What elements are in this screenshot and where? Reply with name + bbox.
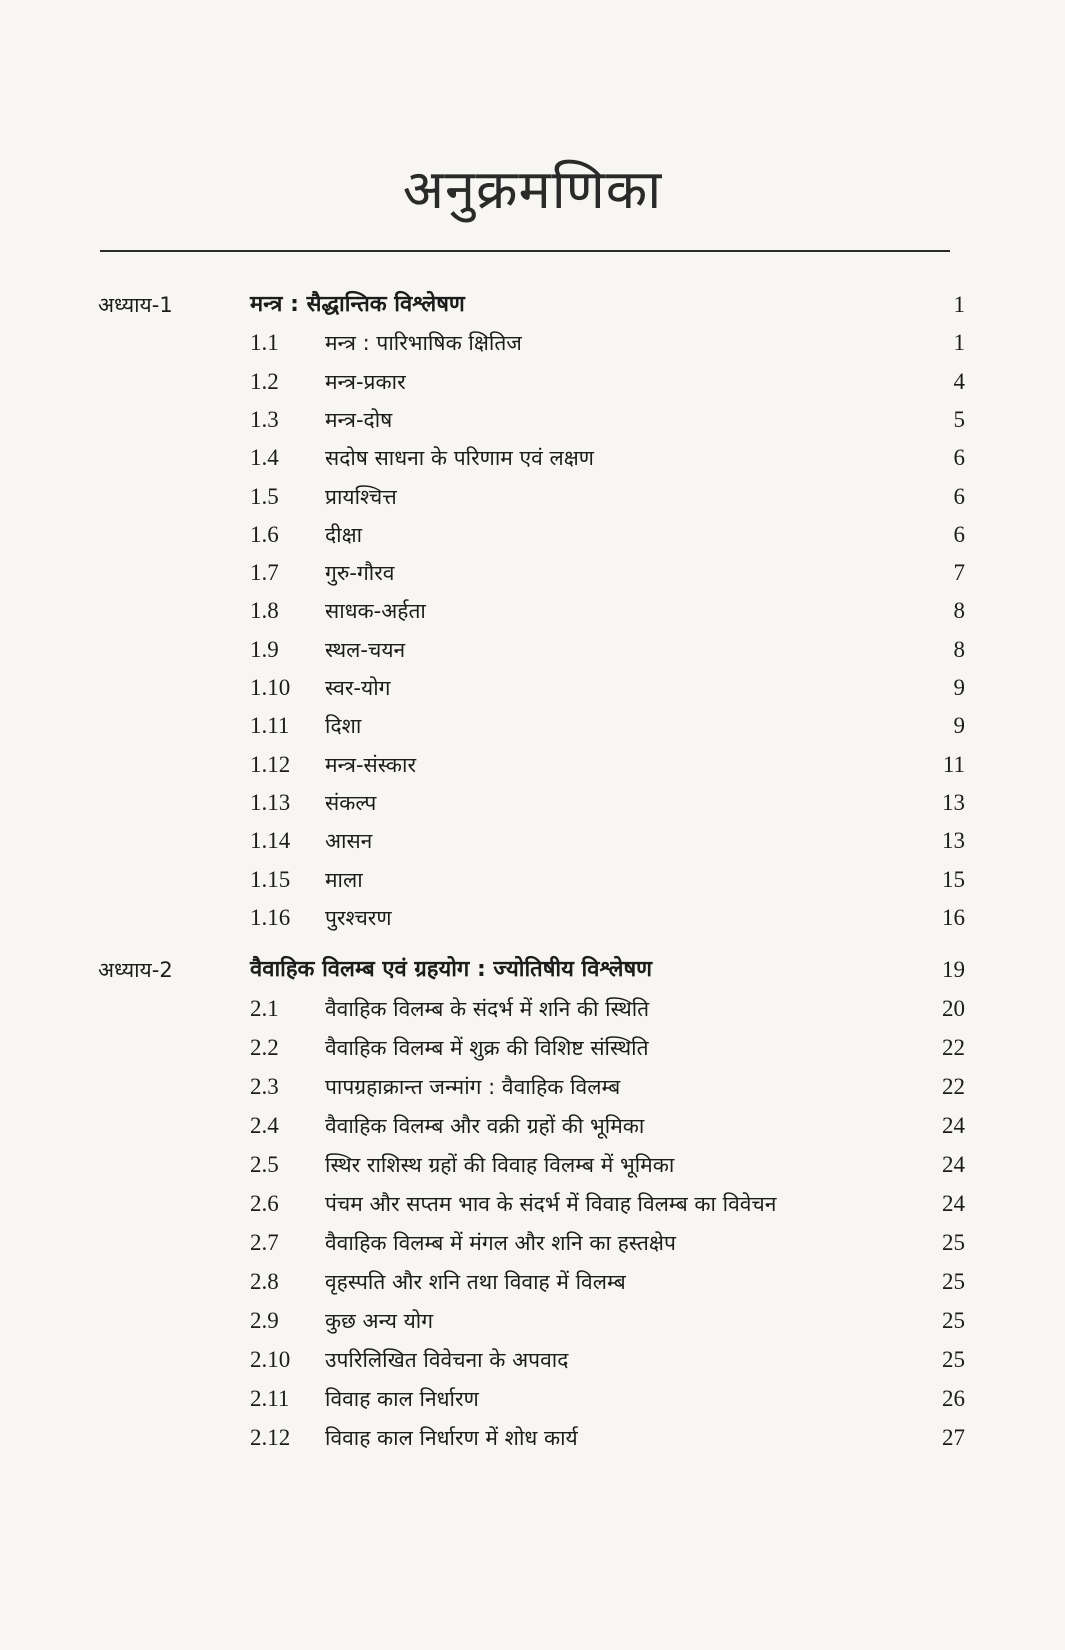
chapter-label: अध्याय-2 bbox=[98, 958, 173, 982]
toc-entry bbox=[0, 362, 1065, 402]
toc-entry bbox=[0, 1418, 1065, 1458]
chapter-heading-row bbox=[0, 950, 1065, 990]
section-page-number: 24 bbox=[942, 1191, 965, 1216]
section-page-number: 27 bbox=[942, 1425, 965, 1450]
section-title: पुरश्चरण bbox=[325, 905, 392, 930]
section-number: 2.11 bbox=[250, 1386, 290, 1411]
toc-entry bbox=[0, 400, 1065, 440]
section-number: 1.1 bbox=[250, 330, 279, 356]
section-number: 2.9 bbox=[250, 1308, 279, 1333]
section-title: माला bbox=[325, 867, 363, 892]
section-title: मन्त्र-प्रकार bbox=[325, 369, 406, 394]
section-title: स्थिर राशिस्थ ग्रहों की विवाह विलम्ब में भूमिका bbox=[325, 1153, 675, 1177]
section-number: 1.13 bbox=[250, 789, 291, 815]
section-page-number: 22 bbox=[942, 1074, 965, 1099]
section-page-number: 6 bbox=[953, 445, 965, 471]
section-title: वैवाहिक विलम्ब के संदर्भ में शनि की स्थिति bbox=[325, 997, 650, 1021]
section-number: 1.6 bbox=[250, 521, 279, 547]
section-page-number: 22 bbox=[942, 1035, 965, 1060]
section-page-number: 11 bbox=[942, 751, 965, 777]
section-title: विवाह काल निर्धारण bbox=[325, 1387, 479, 1411]
section-title: वैवाहिक विलम्ब और वक्री ग्रहों की भूमिका bbox=[325, 1114, 645, 1138]
section-number: 2.2 bbox=[250, 1035, 279, 1060]
toc-entry bbox=[0, 630, 1065, 670]
toc-entry bbox=[0, 1106, 1065, 1146]
section-title: साधक-अर्हता bbox=[325, 599, 426, 624]
section-number: 1.5 bbox=[250, 483, 279, 509]
section-page-number: 25 bbox=[942, 1230, 965, 1255]
section-title: पापग्रहाक्रान्त जन्मांग : वैवाहिक विलम्ब bbox=[325, 1075, 621, 1099]
section-title: वैवाहिक विलम्ब में शुक्र की विशिष्ट संस्थिति bbox=[325, 1036, 649, 1060]
toc-entry bbox=[0, 706, 1065, 746]
section-page-number: 7 bbox=[953, 560, 965, 586]
toc-entry bbox=[0, 1301, 1065, 1341]
toc-entry bbox=[0, 553, 1065, 593]
toc-entry bbox=[0, 821, 1065, 861]
section-page-number: 8 bbox=[953, 598, 965, 624]
section-number: 2.10 bbox=[250, 1347, 291, 1372]
chapter-title: वैवाहिक विलम्ब एवं ग्रहयोग : ज्योतिषीय विश्लेषण bbox=[250, 957, 653, 982]
page-title: अनुक्रमणिका bbox=[402, 158, 663, 221]
section-number: 2.7 bbox=[250, 1230, 279, 1255]
chapter-page-number: 19 bbox=[942, 957, 965, 982]
toc-entry bbox=[0, 898, 1065, 938]
section-title: सदोष साधना के परिणाम एवं लक्षण bbox=[325, 446, 594, 471]
toc-entry bbox=[0, 1184, 1065, 1224]
section-number: 2.8 bbox=[250, 1269, 279, 1294]
section-page-number: 24 bbox=[942, 1152, 965, 1177]
section-title: आसन bbox=[325, 829, 373, 854]
section-title: स्वर-योग bbox=[325, 676, 391, 700]
section-title: दिशा bbox=[325, 714, 362, 739]
section-page-number: 13 bbox=[942, 828, 965, 854]
section-number: 2.3 bbox=[250, 1074, 279, 1099]
section-page-number: 25 bbox=[942, 1308, 965, 1333]
title-divider bbox=[100, 250, 950, 252]
section-page-number: 24 bbox=[942, 1113, 965, 1138]
section-number: 1.2 bbox=[250, 368, 279, 394]
section-number: 2.1 bbox=[250, 996, 279, 1021]
section-title: वृहस्पति और शनि तथा विवाह में विलम्ब bbox=[325, 1270, 626, 1294]
section-title: पंचम और सप्तम भाव के संदर्भ में विवाह विलम्ब का विवेचन bbox=[325, 1192, 777, 1216]
toc-entry bbox=[0, 1028, 1065, 1068]
section-number: 2.4 bbox=[250, 1113, 279, 1138]
toc-entry bbox=[0, 1379, 1065, 1419]
toc-entry bbox=[0, 1340, 1065, 1380]
section-title: मन्त्र : पारिभाषिक क्षितिज bbox=[325, 331, 522, 356]
toc-entry bbox=[0, 783, 1065, 823]
section-page-number: 16 bbox=[942, 904, 965, 930]
section-number: 1.16 bbox=[250, 904, 291, 930]
toc-entry bbox=[0, 1067, 1065, 1107]
section-page-number: 20 bbox=[942, 996, 965, 1021]
section-page-number: 13 bbox=[942, 789, 965, 815]
section-title: गुरु-गौरव bbox=[325, 561, 395, 586]
chapter-label: अध्याय-1 bbox=[98, 293, 173, 317]
section-page-number: 9 bbox=[953, 675, 965, 700]
section-page-number: 6 bbox=[953, 521, 965, 547]
toc-entry bbox=[0, 860, 1065, 900]
toc-entry bbox=[0, 668, 1065, 708]
section-number: 1.7 bbox=[250, 560, 279, 586]
section-page-number: 6 bbox=[953, 483, 965, 509]
chapter-title: मन्त्र : सैद्धान्तिक विश्लेषण bbox=[250, 292, 465, 317]
section-title: विवाह काल निर्धारण में शोध कार्य bbox=[325, 1426, 578, 1450]
toc-entry bbox=[0, 477, 1065, 517]
section-page-number: 26 bbox=[942, 1386, 965, 1411]
section-number: 1.15 bbox=[250, 866, 291, 892]
section-number: 1.10 bbox=[250, 675, 291, 700]
section-page-number: 1 bbox=[953, 330, 965, 356]
section-title: कुछ अन्य योग bbox=[325, 1309, 434, 1333]
section-number: 1.14 bbox=[250, 828, 291, 854]
chapter-heading-row bbox=[0, 285, 1065, 325]
section-title: संकल्प bbox=[325, 790, 377, 815]
toc-entry bbox=[0, 745, 1065, 785]
section-title: स्थल-चयन bbox=[325, 637, 406, 662]
section-page-number: 15 bbox=[942, 866, 965, 892]
toc-entry bbox=[0, 591, 1065, 631]
section-number: 1.8 bbox=[250, 598, 279, 624]
section-title: उपरिलिखित विवेचना के अपवाद bbox=[325, 1348, 569, 1372]
section-page-number: 8 bbox=[953, 636, 965, 662]
toc-entry bbox=[0, 515, 1065, 555]
section-page-number: 25 bbox=[942, 1347, 965, 1372]
section-page-number: 5 bbox=[953, 406, 965, 432]
section-number: 1.4 bbox=[250, 445, 279, 471]
section-number: 2.12 bbox=[250, 1425, 291, 1450]
section-title: वैवाहिक विलम्ब में मंगल और शनि का हस्तक्षेप bbox=[325, 1231, 676, 1255]
toc-entry bbox=[0, 438, 1065, 478]
section-title: मन्त्र-दोष bbox=[325, 407, 393, 432]
section-number: 1.11 bbox=[250, 713, 290, 739]
section-number: 2.5 bbox=[250, 1152, 279, 1177]
section-title: प्रायश्चित्त bbox=[325, 484, 397, 509]
toc-entry bbox=[0, 1223, 1065, 1263]
toc-entry bbox=[0, 1262, 1065, 1302]
section-number: 2.6 bbox=[250, 1191, 279, 1216]
section-page-number: 25 bbox=[942, 1269, 965, 1294]
section-page-number: 4 bbox=[953, 368, 965, 394]
toc-entry bbox=[0, 323, 1065, 363]
chapter-page-number: 1 bbox=[953, 292, 965, 317]
section-page-number: 9 bbox=[953, 713, 965, 739]
section-title: मन्त्र-संस्कार bbox=[325, 752, 417, 777]
section-number: 1.3 bbox=[250, 406, 279, 432]
section-number: 1.9 bbox=[250, 636, 279, 662]
toc-entry bbox=[0, 1145, 1065, 1185]
toc-entry bbox=[0, 989, 1065, 1029]
section-title: दीक्षा bbox=[325, 522, 363, 547]
section-number: 1.12 bbox=[250, 751, 291, 777]
